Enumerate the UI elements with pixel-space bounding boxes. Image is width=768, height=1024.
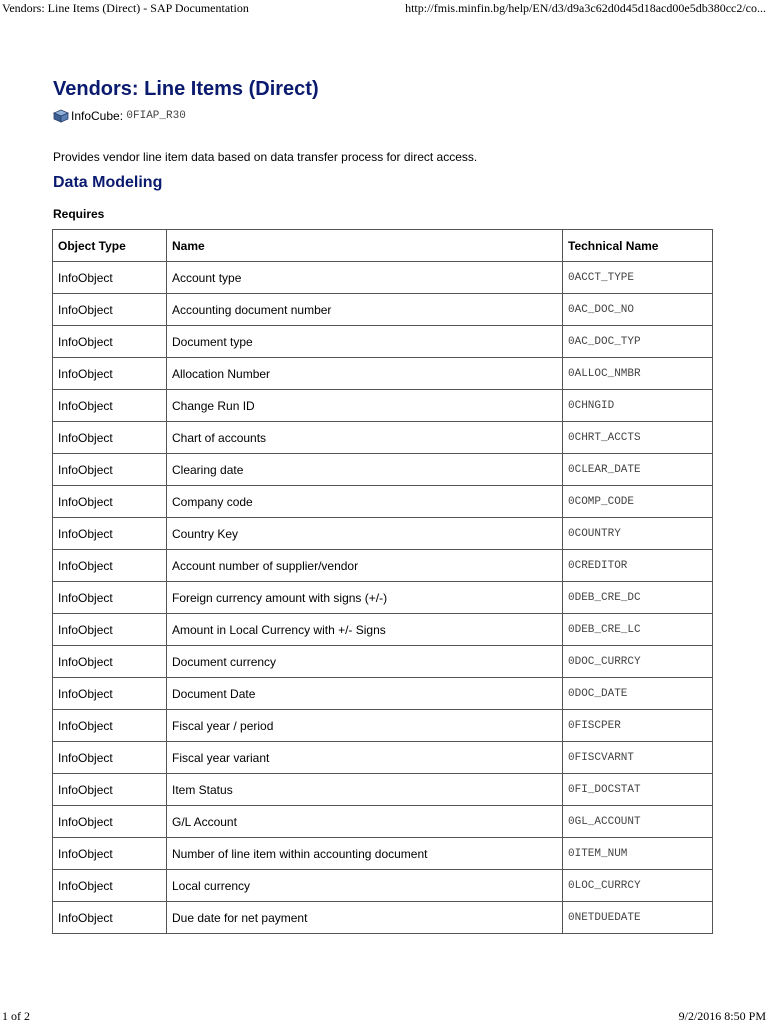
print-header: [0, 0, 768, 18]
cell-object-type: InfoObject: [53, 838, 167, 870]
cell-object-type: InfoObject: [53, 742, 167, 774]
cell-technical-name: 0COMP_CODE: [563, 486, 713, 518]
table-row: [53, 678, 713, 710]
cell-object-type: InfoObject: [53, 294, 167, 326]
cell-object-type: InfoObject: [53, 678, 167, 710]
cell-name: Accounting document number: [167, 294, 563, 326]
cell-name: Amount in Local Currency with +/- Signs: [167, 614, 563, 646]
table-row: [53, 646, 713, 678]
cell-name: Item Status: [167, 774, 563, 806]
requires-table: [52, 229, 713, 934]
cell-name: G/L Account: [167, 806, 563, 838]
cell-name: Number of line item within accounting document: [167, 838, 563, 870]
cell-object-type: InfoObject: [53, 774, 167, 806]
print-datetime: 9/2/2016 8:50 PM: [678, 1009, 766, 1023]
cell-technical-name: 0LOC_CURRCY: [563, 870, 713, 902]
cell-object-type: InfoObject: [53, 486, 167, 518]
cell-name: Account number of supplier/vendor: [167, 550, 563, 582]
cell-name: Fiscal year / period: [167, 710, 563, 742]
print-header-url: http://fmis.minfin.bg/help/EN/d3/d9a3c62d0d45d18acd00e5db380cc2/co...: [405, 1, 766, 15]
table-row: [53, 326, 713, 358]
cell-technical-name: 0ITEM_NUM: [563, 838, 713, 870]
table-row: [53, 710, 713, 742]
table-row: [53, 838, 713, 870]
cell-technical-name: 0AC_DOC_TYP: [563, 326, 713, 358]
cell-object-type: InfoObject: [53, 262, 167, 294]
column-header-technical-name: Technical Name: [563, 230, 713, 262]
page-count: 1 of 2: [2, 1009, 30, 1023]
cell-technical-name: 0DOC_CURRCY: [563, 646, 713, 678]
cell-name: Due date for net payment: [167, 902, 563, 934]
cell-technical-name: 0ALLOC_NMBR: [563, 358, 713, 390]
table-row: [53, 774, 713, 806]
cell-technical-name: 0GL_ACCOUNT: [563, 806, 713, 838]
cell-name: Allocation Number: [167, 358, 563, 390]
print-footer: [0, 1009, 768, 1024]
cell-object-type: InfoObject: [53, 614, 167, 646]
cell-technical-name: 0COUNTRY: [563, 518, 713, 550]
cell-name: Account type: [167, 262, 563, 294]
cell-technical-name: 0DEB_CRE_LC: [563, 614, 713, 646]
table-row: [53, 262, 713, 294]
cell-technical-name: 0NETDUEDATE: [563, 902, 713, 934]
cell-object-type: InfoObject: [53, 326, 167, 358]
cell-technical-name: 0CREDITOR: [563, 550, 713, 582]
cell-name: Document type: [167, 326, 563, 358]
table-row: [53, 358, 713, 390]
cell-name: Document currency: [167, 646, 563, 678]
cell-technical-name: 0FISCVARNT: [563, 742, 713, 774]
cell-object-type: InfoObject: [53, 582, 167, 614]
table-row: [53, 294, 713, 326]
column-header-name: Name: [167, 230, 563, 262]
table-row: [53, 870, 713, 902]
table-row: [53, 582, 713, 614]
cell-object-type: InfoObject: [53, 550, 167, 582]
table-row: [53, 614, 713, 646]
cube-icon: [53, 109, 69, 123]
cell-technical-name: 0CHRT_ACCTS: [563, 422, 713, 454]
cell-name: Change Run ID: [167, 390, 563, 422]
cell-name: Clearing date: [167, 454, 563, 486]
table-row: [53, 806, 713, 838]
cell-object-type: InfoObject: [53, 422, 167, 454]
column-header-object-type: Object Type: [53, 230, 167, 262]
cell-object-type: InfoObject: [53, 646, 167, 678]
cell-object-type: InfoObject: [53, 358, 167, 390]
requires-label: Requires: [53, 207, 105, 221]
infocube-label: InfoCube:: [71, 109, 124, 123]
table-row: [53, 454, 713, 486]
cell-technical-name: 0AC_DOC_NO: [563, 294, 713, 326]
cell-technical-name: 0CHNGID: [563, 390, 713, 422]
table-row: [53, 902, 713, 934]
cell-object-type: InfoObject: [53, 710, 167, 742]
cell-technical-name: 0FISCPER: [563, 710, 713, 742]
cell-technical-name: 0CLEAR_DATE: [563, 454, 713, 486]
cell-object-type: InfoObject: [53, 390, 167, 422]
cell-name: Foreign currency amount with signs (+/-): [167, 582, 563, 614]
cell-name: Document Date: [167, 678, 563, 710]
table-row: [53, 390, 713, 422]
cell-technical-name: 0DOC_DATE: [563, 678, 713, 710]
cell-technical-name: 0FI_DOCSTAT: [563, 774, 713, 806]
cell-technical-name: 0ACCT_TYPE: [563, 262, 713, 294]
cell-name: Chart of accounts: [167, 422, 563, 454]
table-row: [53, 422, 713, 454]
table-row: [53, 550, 713, 582]
cell-object-type: InfoObject: [53, 454, 167, 486]
infocube-value: 0FIAP_R30: [126, 110, 186, 122]
table-row: [53, 486, 713, 518]
page-title: Vendors: Line Items (Direct): [53, 78, 319, 100]
table-row: [53, 742, 713, 774]
cell-name: Country Key: [167, 518, 563, 550]
cell-object-type: InfoObject: [53, 806, 167, 838]
cell-object-type: InfoObject: [53, 870, 167, 902]
cell-object-type: InfoObject: [53, 902, 167, 934]
cell-name: Company code: [167, 486, 563, 518]
cell-technical-name: 0DEB_CRE_DC: [563, 582, 713, 614]
cell-name: Local currency: [167, 870, 563, 902]
description: Provides vendor line item data based on data transfer process for direct access.: [53, 150, 478, 164]
table-header-row: [53, 230, 713, 262]
print-header-title: Vendors: Line Items (Direct) - SAP Documentation: [2, 1, 249, 15]
cell-object-type: InfoObject: [53, 518, 167, 550]
section-heading-data-modeling: Data Modeling: [53, 174, 163, 191]
table-row: [53, 518, 713, 550]
cell-name: Fiscal year variant: [167, 742, 563, 774]
infocube-line: [53, 109, 186, 123]
